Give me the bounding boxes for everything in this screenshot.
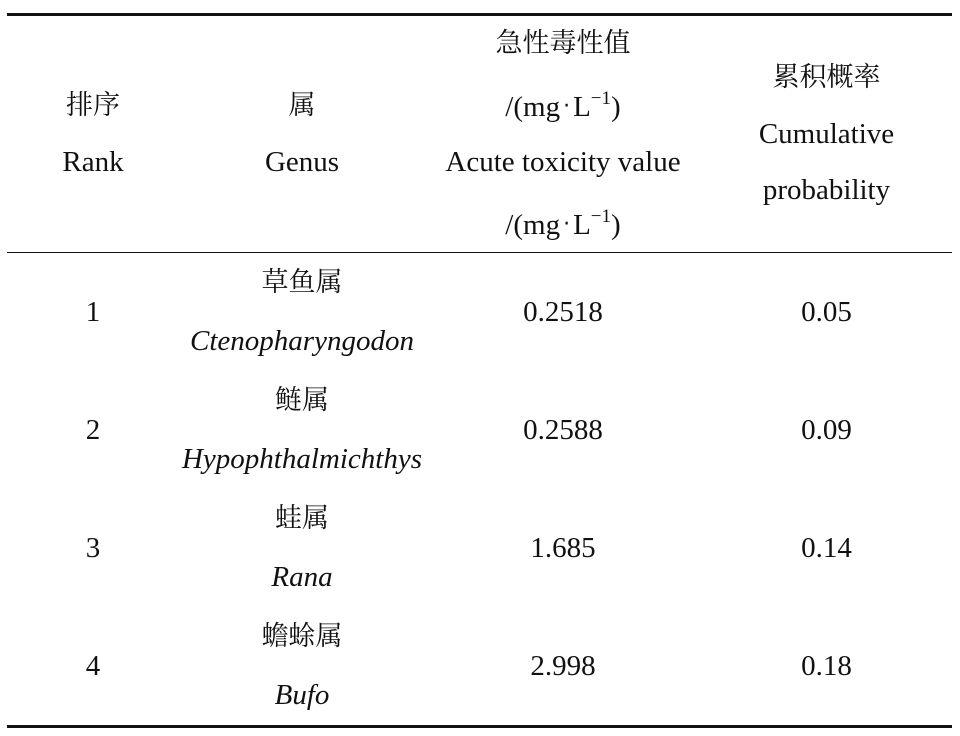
cell-rank: 1 <box>85 295 101 328</box>
table-row <box>7 371 952 489</box>
header-cumulative-en-1: Cumulative <box>758 118 895 150</box>
header-toxicity-unit-zh <box>425 72 701 134</box>
acute-toxicity-table <box>7 13 952 728</box>
header-toxicity-en: Acute toxicity value <box>445 146 681 178</box>
genus-latin: Bufo <box>274 679 330 711</box>
cell-probability: 0.05 <box>801 295 852 328</box>
unit-sup: −1 <box>590 88 612 109</box>
cell-genus <box>179 371 425 489</box>
header-cumulative-en-2: probability <box>762 174 891 206</box>
cell-probability: 0.09 <box>801 413 852 446</box>
table-row <box>7 607 952 727</box>
table-row <box>7 253 952 372</box>
header-toxicity-zh: 急性毒性值 <box>495 28 631 59</box>
header-row <box>7 15 952 253</box>
cell-rank: 2 <box>85 413 101 446</box>
genus-zh: 鲢属 <box>275 385 329 416</box>
cell-toxicity: 0.2518 <box>523 295 603 328</box>
header-rank-zh: 排序 <box>66 90 120 121</box>
genus-zh: 蛙属 <box>275 503 329 534</box>
header-genus-en: Genus <box>264 146 340 178</box>
cell-genus <box>179 253 425 372</box>
unit-dot: · <box>563 94 571 119</box>
genus-latin: Hypophthalmichthys <box>181 443 422 475</box>
unit-close: ) <box>611 91 621 123</box>
cell-toxicity: 1.685 <box>530 531 596 564</box>
unit-open: /(mg <box>505 209 561 241</box>
unit-L: L <box>573 91 591 123</box>
cell-genus <box>179 489 425 607</box>
cell-genus <box>179 607 425 727</box>
cell-rank: 4 <box>85 649 101 682</box>
header-cumulative <box>701 15 952 253</box>
unit-sup: −1 <box>590 206 612 227</box>
header-toxicity <box>425 15 701 253</box>
unit-dot: · <box>563 212 571 237</box>
header-rank-en: Rank <box>62 146 124 178</box>
header-cumulative-zh: 累积概率 <box>772 62 881 93</box>
unit-open: /(mg <box>505 91 561 123</box>
header-toxicity-unit-en <box>425 190 701 252</box>
cell-probability: 0.14 <box>801 531 852 564</box>
table-body <box>7 253 952 727</box>
cell-toxicity: 2.998 <box>530 649 596 682</box>
header-rank <box>7 15 179 253</box>
header-genus <box>179 15 425 253</box>
header-genus-zh: 属 <box>288 90 316 121</box>
genus-zh: 蟾蜍属 <box>261 621 343 652</box>
unit-L: L <box>573 209 591 241</box>
table-header <box>7 15 952 253</box>
genus-latin: Ctenopharyngodon <box>190 325 414 357</box>
table-row <box>7 489 952 607</box>
genus-latin: Rana <box>271 561 333 593</box>
cell-rank: 3 <box>85 531 101 564</box>
cell-probability: 0.18 <box>801 649 852 682</box>
unit-close: ) <box>611 209 621 241</box>
cell-toxicity: 0.2588 <box>523 413 603 446</box>
genus-zh: 草鱼属 <box>261 267 343 298</box>
